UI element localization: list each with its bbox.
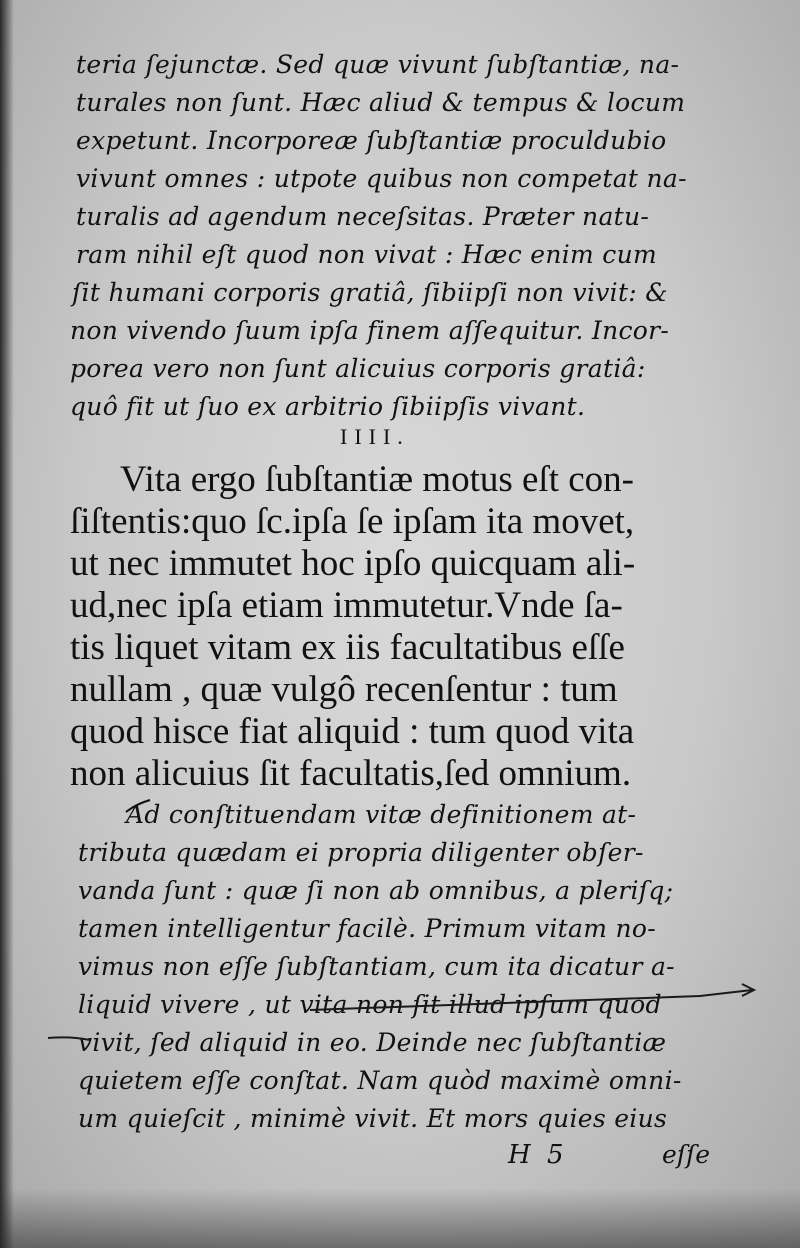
text-line: vivunt omnes : utpote quibus non competat na-: [76, 164, 687, 193]
text-line: vanda ſunt : quæ ſi non ab omnibus, a pleriſq;: [78, 876, 674, 905]
text-line: Vita ergo ſubſtantiæ motus eſt con-: [120, 459, 634, 500]
text-line: expetunt. Incorporeæ ſubſtantiæ proculdubio: [76, 126, 667, 155]
text-line: ſit humani corporis gratiâ, ſibiipſi non vivit: &: [72, 278, 668, 307]
text-line: non vivendo ſuum ipſa finem aſſequitur. Incor-: [70, 316, 670, 345]
text-line: vimus non eſſe ſubſtantiam, cum ita dicatur a-: [78, 952, 675, 981]
text-line: ram nihil eſt quod non vivat : Hæc enim cum: [76, 240, 658, 269]
text-line: tributa quædam ei propria diligenter obſer-: [78, 838, 644, 867]
text-line: vivit, ſed aliquid in eo. Deinde nec ſubſtantiæ: [78, 1028, 667, 1057]
text-line: quietem eſſe conſtat. Nam quòd maximè omni-: [78, 1066, 682, 1095]
text-line: teria ſejunctæ. Sed quæ vivunt ſubſtantiæ, na-: [76, 50, 680, 79]
text-line: tamen intelligentur facilè. Primum vitam no-: [78, 914, 656, 943]
text-line: turales non ſunt. Hæc aliud & tempus & locum: [76, 88, 686, 117]
section-number: IIII.: [340, 424, 410, 449]
text-line: nullam , quæ vulgô recenſentur : tum: [70, 669, 618, 710]
text-line: tis liquet vitam ex iis facultatibus eſſe: [70, 627, 625, 668]
text-line: Ad conſtituendam vitæ definitionem at-: [126, 800, 637, 829]
text-line: ut nec immutet hoc ipſo quicquam ali-: [70, 543, 636, 584]
text-line: ud,nec ipſa etiam immutetur.Vnde ſa-: [70, 585, 623, 626]
catchword: eſſe: [662, 1140, 711, 1169]
text-line: porea vero non ſunt alicuius corporis gratiâ:: [70, 354, 646, 383]
page-bottom-shadow: [0, 1188, 800, 1248]
text-line: turalis ad agendum neceſsitas. Præter natu-: [76, 202, 650, 231]
signature-mark: H 5: [508, 1140, 568, 1170]
text-line: um quieſcit , minimè vivit. Et mors quies eius: [78, 1104, 668, 1133]
text-line: quod hisce fiat aliquid : tum quod vita: [70, 711, 635, 752]
text-line: liquid vivere , ut vita non ſit illud ipſum quod: [78, 990, 662, 1019]
text-line: non alicuius ſit facultatis,ſed omnium.: [70, 753, 632, 794]
text-line: quô fit ut ſuo ex arbitrio ſibiipſis vivant.: [70, 392, 586, 421]
text-line: ſiſtentis:quo ſc.ipſa ſe ipſam ita movet,: [70, 501, 635, 542]
